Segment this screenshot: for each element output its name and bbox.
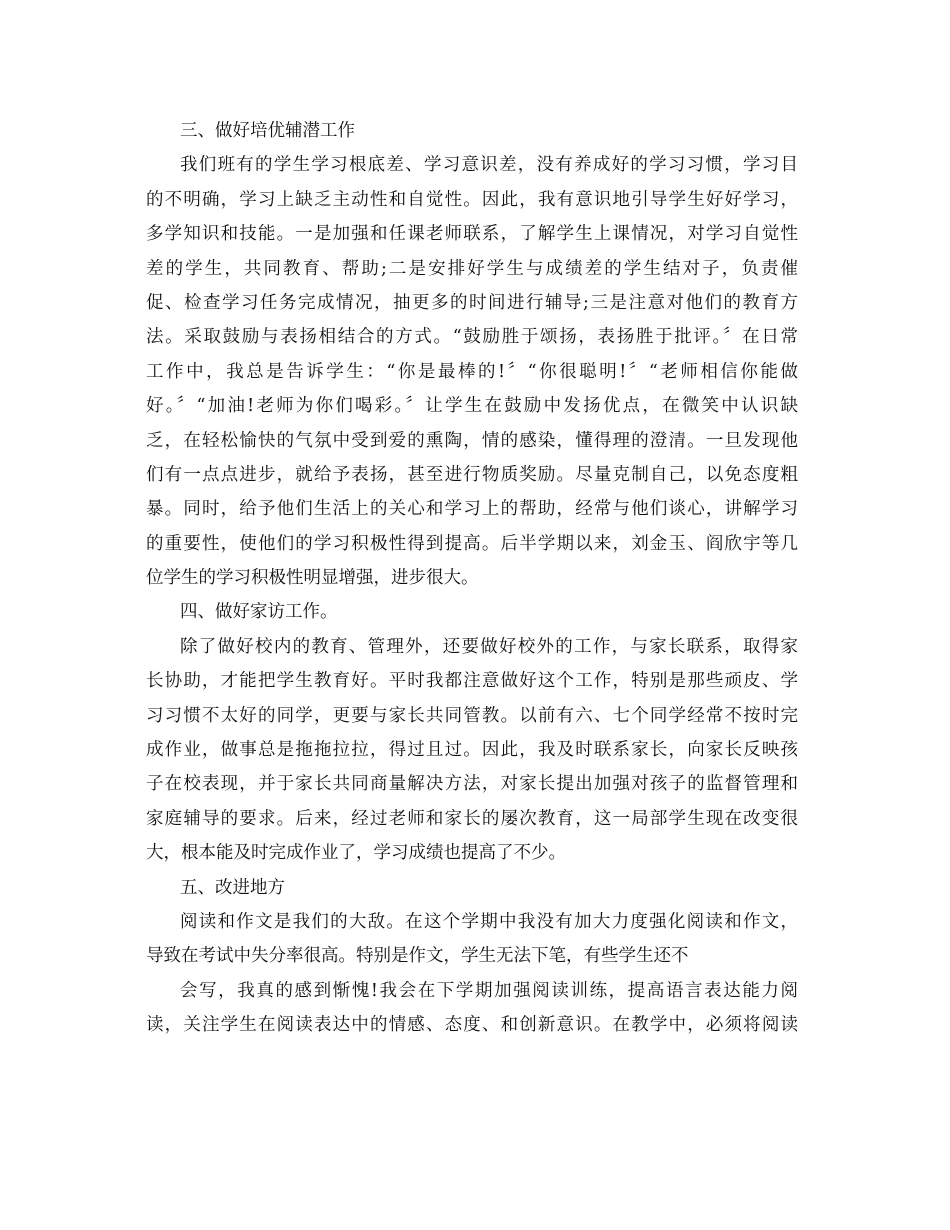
paragraph-line: 工作中，我总是告诉学生：“你是最棒的!〞“你很聪明!〞“老师相信你能做: [146, 361, 798, 382]
paragraph-line: 除了做好校内的教育、管理外，还要做好校外的工作，与家长联系，取得家: [180, 636, 798, 657]
paragraph-line: 导致在考试中失分率很高。特别是作文，学生无法下笔，有些学生还不: [146, 946, 689, 967]
paragraph-line: 乏，在轻松愉快的气氛中受到爱的熏陶，情的感染，懂得理的澄清。一旦发现他: [146, 430, 798, 451]
paragraph-line: 会写，我真的感到惭愧!我会在下学期加强阅读训练，提高语言表达能力阅: [180, 980, 798, 1001]
paragraph-line: 多学知识和技能。一是加强和任课老师联系，了解学生上课情况，对学习自觉性: [146, 224, 798, 245]
paragraph-line: 家庭辅导的要求。后来，经过老师和家长的屡次教育，这一局部学生现在改变很: [146, 808, 798, 829]
paragraph-line: 我们班有的学生学习根底差、学习意识差，没有养成好的学习习惯，学习目: [180, 155, 798, 176]
paragraph-line: 促、检查学习任务完成情况，抽更多的时间进行辅导;三是注意对他们的教育方: [146, 292, 798, 313]
paragraph-line: 习习惯不太好的同学，更要与家长共同管教。以前有六、七个同学经常不按时完: [146, 705, 798, 726]
paragraph-line: 的重要性，使他们的学习积极性得到提高。后半学期以来，刘金玉、阎欣宇等几: [146, 533, 798, 554]
section-heading-5: 五、改进地方: [180, 877, 285, 898]
paragraph-line: 长协助，才能把学生教育好。平时我都注意做好这个工作，特别是那些顽皮、学: [146, 671, 798, 692]
paragraph-line: 位学生的学习积极性明显增强，进步很大。: [146, 568, 479, 589]
paragraph-line: 读，关注学生在阅读表达中的情感、态度、和创新意识。在教学中，必须将阅读: [146, 1015, 798, 1036]
section-heading-4: 四、做好家访工作。: [180, 602, 338, 623]
paragraph-line: 们有一点点进步，就给予表扬，甚至进行物质奖励。尽量克制自己，以免态度粗: [146, 464, 798, 485]
paragraph-line: 阅读和作文是我们的大敌。在这个学期中我没有加大力度强化阅读和作文，: [180, 911, 798, 932]
paragraph-line: 子在校表现，并于家长共同商量解决方法，对家长提出加强对孩子的监督管理和: [146, 774, 798, 795]
document-body: [146, 114, 798, 1043]
paragraph-line: 好。〞“加油!老师为你们喝彩。〞让学生在鼓励中发扬优点，在微笑中认识缺: [146, 396, 798, 417]
paragraph-line: 成作业，做事总是拖拖拉拉，得过且过。因此，我及时联系家长，向家长反映孩: [146, 740, 798, 761]
paragraph-line: 差的学生，共同教育、帮助;二是安排好学生与成绩差的学生结对子，负责催: [146, 258, 798, 279]
paragraph-line: 法。采取鼓励与表扬相结合的方式。“鼓励胜于颂扬，表扬胜于批评。〞在日常: [146, 327, 798, 348]
paragraph-line: 的不明确，学习上缺乏主动性和自觉性。因此，我有意识地引导学生好好学习，: [146, 189, 798, 210]
paragraph-line: 大，根本能及时完成作业了，学习成绩也提高了不少。: [146, 843, 566, 864]
paragraph-line: 暴。同时，给予他们生活上的关心和学习上的帮助，经常与他们谈心，讲解学习: [146, 499, 798, 520]
section-heading-3: 三、做好培优辅潜工作: [180, 121, 355, 141]
